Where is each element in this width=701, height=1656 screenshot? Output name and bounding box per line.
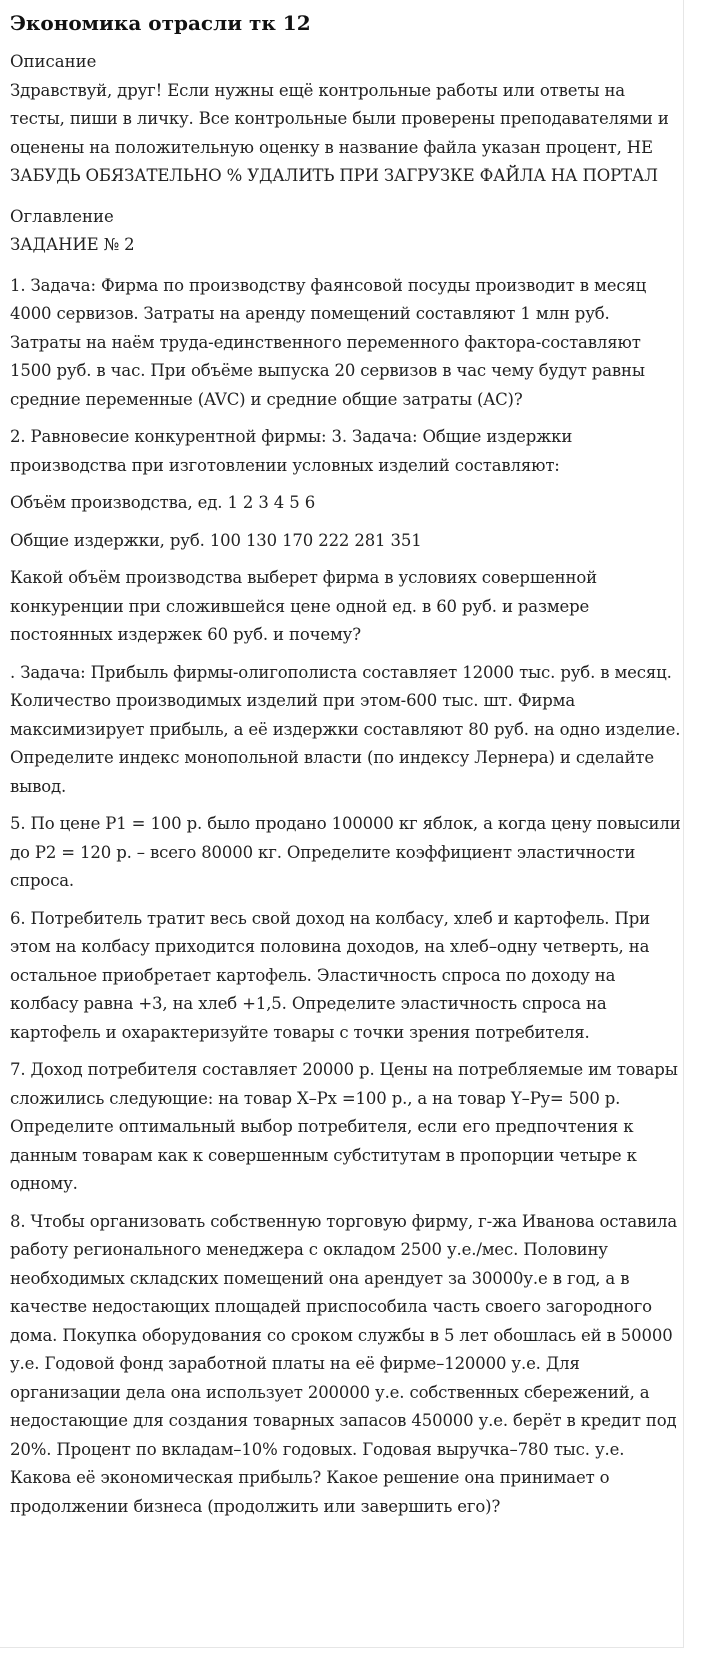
paragraph-costs-row: Общие издержки, руб. 100 130 170 222 281 351 — [10, 530, 422, 550]
description-label: Описание — [10, 52, 97, 71]
paragraph-task-6: 6. Потребитель тратит весь свой доход на колбасу, хлеб и картофель. При этом на колбасу приходится половина доходов, на хлеб–одну четверть, на остальное приобретает картофель. Эластичность спроса по доходу на колбасу равна +3, на хлеб +1,5. Определите эластичность спроса на картофель и охарактеризуйте товары с точки зрения потребителя. — [10, 908, 650, 1042]
paragraph-task-8: 8. Чтобы организовать собственную торговую фирму, г-жа Иванова оставила работу регионального менеджера с окладом 2500 у.е./мес. Половину необходимых складских помещений она арендует за 30000у.е в год, а в качестве недостающих площадей приспособила часть своего загородного дома. Покупка оборудования со сроком службы в 5 лет обошлась ей в 50000 у.е. Годовой фонд заработной платы на её фирме–120000 у.е. Для организации дела она использует 200000 у.е. собственных сбережений, а недостающие для создания товарных запасов 450000 у.е. берёт в кредит под 20%. Процент по вкладам–10% годовых. Годовая выручка–780 тыс. у.е. Какова её экономическая прибыль? Какое решение она принимает о продолжении бизнеса (продолжить или завершить его)? — [10, 1211, 678, 1516]
paragraph-task-5: 5. По цене P1 = 100 р. было продано 100000 кг яблок, а когда цену повысили до P2 = 120 р. – всего 80000 кг. Определите коэффициент эластичности спроса. — [10, 814, 681, 890]
paragraph-question: Какой объём производства выберет фирма в условиях совершенной конкуренции при сложившейся цене одной ед. в 60 руб. и размере постоянных издержек 60 руб. и почему? — [10, 568, 597, 644]
description-text: Здравствуй, друг! Если нужны ещё контрольные работы или ответы на тесты, пиши в личку. Все контрольные были проверены преподавателями и оценены на положительную оценку в название файла указан процент, НЕ ЗАБУДЬ ОБЯЗАТЕЛЬНО % УДАЛИТЬ ПРИ ЗАГРУЗКЕ ФАЙЛА НА ПОРТАЛ — [10, 80, 669, 185]
toc-label: Оглавление — [10, 206, 114, 226]
paragraph-task-oligopoly: . Задача: Прибыль фирмы-олигополиста составляет 12000 тыс. руб. в месяц. Количество производимых изделий при этом-600 тыс. шт. Фирма максимизирует прибыль, а её издержки составляют 80 руб. на одно изделие. Определите индекс монопольной власти (по индексу Лернера) и сделайте вывод. — [10, 662, 681, 796]
paragraph-volume-row: Объём производства, ед. 1 2 3 4 5 6 — [10, 493, 316, 512]
paragraph-task-7: 7. Доход потребителя составляет 20000 р. Цены на потребляемые им товары сложились следующие: на товар X–Px =100 р., а на товар Y–Py= 500 р. Определите оптимальный выбор потребителя, если его предпочтения к данным товарам как к совершенным субститутам в пропорции четыре к одному. — [10, 1060, 678, 1193]
document-title: Экономика отрасли тк 12 — [10, 11, 311, 35]
paragraph-task-1: 1. Задача: Фирма по производству фаянсовой посуды производит в месяц 4000 сервизов. Затраты на аренду помещений составляют 1 млн руб. Затраты на наём труда-единственного переменного фактора-составляют 1500 руб. в час. При объёме выпуска 20 сервизов в час чему будут равны средние переменные (AVC) и средние общие затраты (AC)? — [10, 275, 647, 409]
task-heading: ЗАДАНИЕ № 2 — [10, 235, 135, 254]
paragraph-task-2: 2. Равновесие конкурентной фирмы: 3. Задача: Общие издержки производства при изготовлении условных изделий составляют: — [10, 427, 573, 475]
